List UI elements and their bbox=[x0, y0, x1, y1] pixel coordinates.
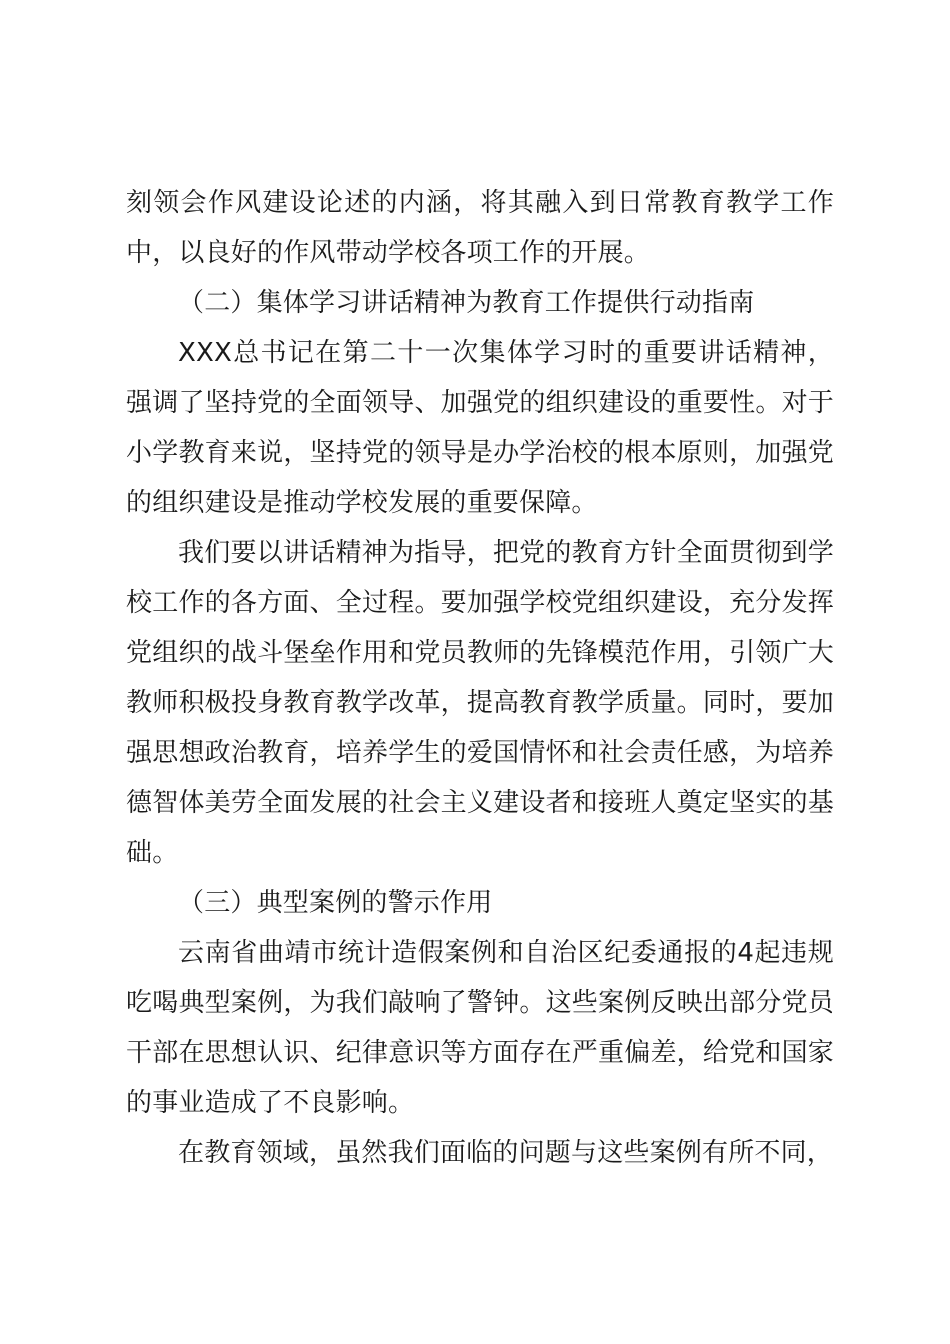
section-heading-3: （三）典型案例的警示作用 bbox=[178, 888, 493, 918]
paragraph-body: 我们要以讲话精神为指导，把党的教育方针全面贯彻到学校工作的各方面、全过程。要加强学校党组织建设，充分发挥党组织的战斗堡垒作用和党员教师的先锋模范作用，引领广大教师积极投身教育教学改革，提高教育教学质量。同时，要加强思想政治教育，培养学生的爱国情怀和社会责任感，为培养德智体美劳全面发展的社会主义建设者和接班人奠定坚实的基础。 bbox=[126, 538, 834, 868]
document-body bbox=[126, 178, 834, 1178]
paragraph-body: 云南省曲靖市统计造假案例和自治区纪委通报的4起违规吃喝典型案例，为我们敲响了警钟。这些案例反映出部分党员干部在思想认识、纪律意识等方面存在严重偏差，给党和国家的事业造成了不良影响。 bbox=[126, 938, 834, 1118]
paragraph-body: XXX总书记在第二十一次集体学习时的重要讲话精神，强调了坚持党的全面领导、加强党的组织建设的重要性。对于小学教育来说，坚持党的领导是办学治校的根本原则，加强党的组织建设是推动学校发展的重要保障。 bbox=[126, 338, 834, 518]
section-heading-2: （二）集体学习讲话精神为教育工作提供行动指南 bbox=[178, 288, 755, 318]
paragraph-body: 在教育领域，虽然我们面临的问题与这些案例有所不同， bbox=[178, 1138, 834, 1168]
paragraph-continuation: 刻领会作风建设论述的内涵，将其融入到日常教育教学工作中，以良好的作风带动学校各项工作的开展。 bbox=[126, 188, 834, 268]
